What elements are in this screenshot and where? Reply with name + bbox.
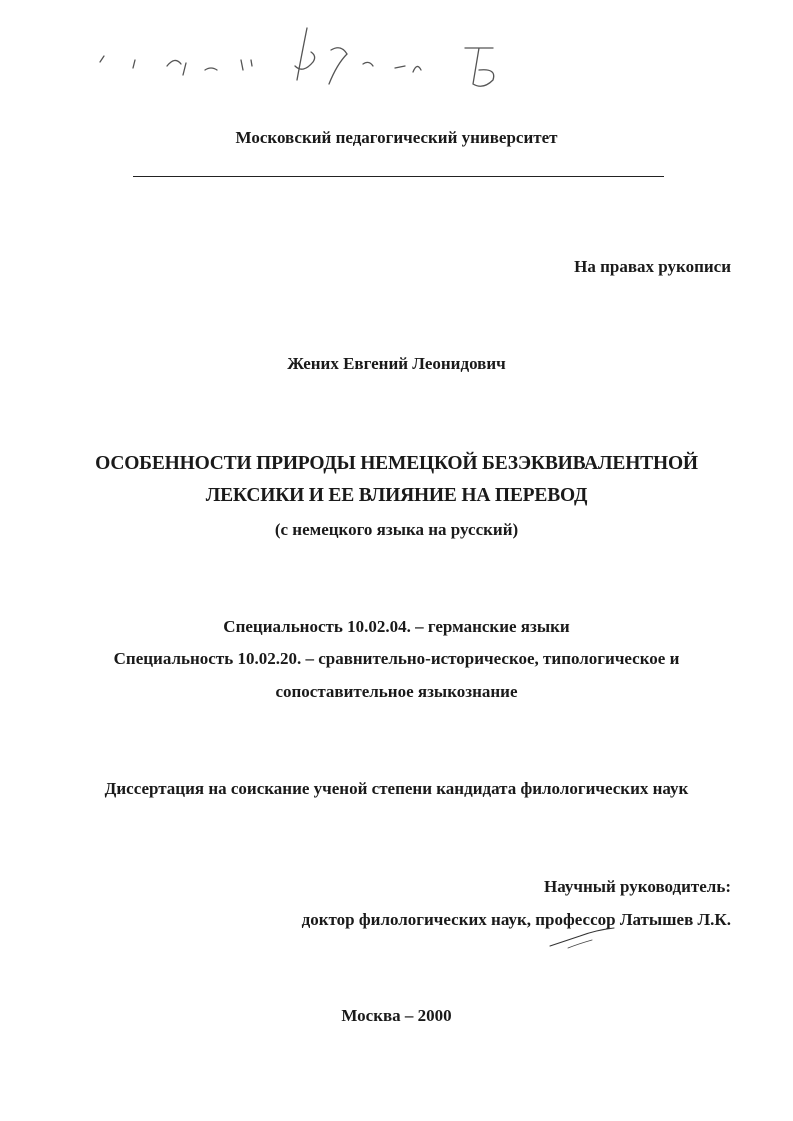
handwritten-marks: [95, 20, 525, 100]
scribble-mark: [297, 28, 307, 80]
place-and-year: Москва – 2000: [341, 1006, 452, 1025]
supervisor-heading: Научный руководитель:: [544, 877, 731, 896]
specialty-line-3: сопоставительное языкознание: [275, 682, 518, 701]
scribble-mark: [413, 66, 421, 72]
scribble-mark: [329, 48, 347, 84]
header-divider: [133, 176, 664, 177]
scribble-mark: [100, 56, 104, 62]
scribble-mark: [395, 66, 405, 68]
scribble-mark: [363, 62, 373, 66]
specialty-line-1: Специальность 10.02.04. – германские языки: [223, 617, 570, 636]
dissertation-statement: Диссертация на соискание ученой степени кандидата филологических наук: [104, 779, 689, 798]
signature-stroke: [548, 918, 618, 958]
supervisor-details: доктор филологических наук, профессор Латышев Л.К.: [301, 910, 731, 929]
manuscript-rights: На правах рукописи: [574, 257, 731, 276]
scribble-mark: [183, 63, 186, 75]
signature-line: [568, 940, 592, 948]
specialty-line-2: Специальность 10.02.20. – сравнительно-историческое, типологическое и: [113, 649, 680, 668]
scribble-mark: [241, 60, 252, 70]
scribble-mark: [465, 48, 494, 86]
dissertation-subtitle: (с немецкого языка на русский): [274, 520, 519, 539]
scribble-mark: [205, 68, 217, 70]
dissertation-title-line-1: ОСОБЕННОСТИ ПРИРОДЫ НЕМЕЦКОЙ БЕЗЭКВИВАЛЕНТНОЙ: [95, 453, 698, 474]
scribble-mark: [133, 60, 135, 68]
institution-name: Московский педагогический университет: [235, 128, 558, 147]
author-name: Жених Евгений Леонидович: [287, 354, 506, 373]
scribble-mark: [167, 60, 181, 66]
scribble-mark: [295, 52, 315, 69]
dissertation-title-line-2: ЛЕКСИКИ И ЕЕ ВЛИЯНИЕ НА ПЕРЕВОД: [205, 485, 588, 506]
